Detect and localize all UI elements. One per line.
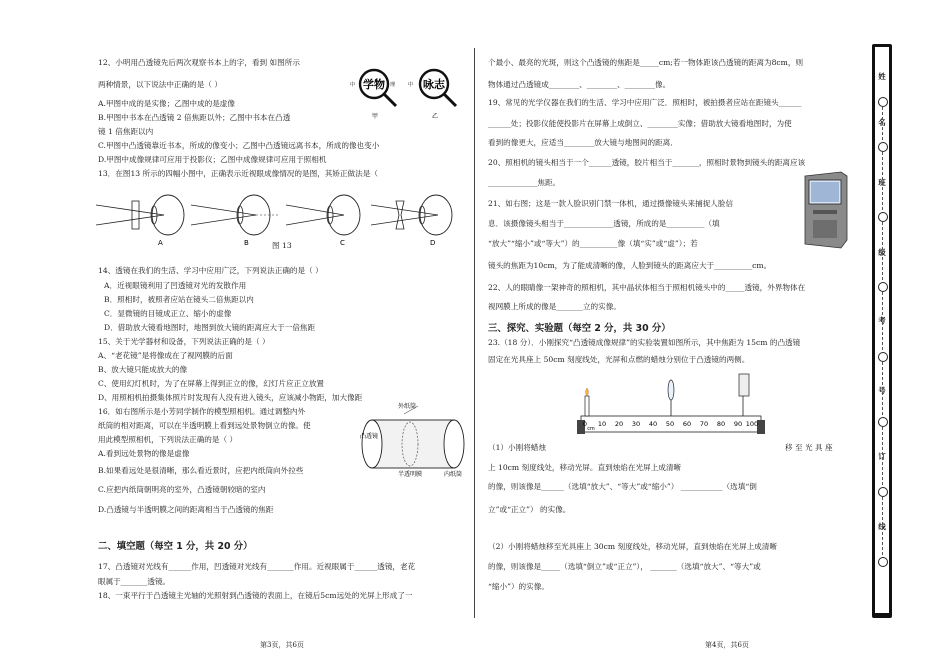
q23-p1-d: 的像，则该像是______（选填“放大”、“等大”或“缩小”） ___________（选填“倒 [488,482,757,491]
binding-margin-inner [875,47,889,613]
camera-label-lens: 凸透镜 [360,433,379,440]
magnifier-yi-label: 乙 [432,113,439,120]
right-page [475,0,875,658]
face-recognition-device-figure [795,170,851,250]
bench-tick-label: 50 [665,420,675,428]
binding-cut-line [882,222,883,280]
eye-diagram-a [96,195,184,247]
q16-line3: 用此模型照相机，下列说法正确的是（ ） [98,435,238,444]
magnifier-yi-mark-left: 中 [408,82,414,88]
q14-stem: 14、透镜在我们的生活、学习中应用广泛，下列说法正确的是（ ） [98,266,323,275]
q15-stem: 15、关于光学器材和设备，下列说法正确的是（ ） [98,337,270,346]
q15-option-d: D、用照相机拍摄集体照片时发现有人没有进入镜头，应该减小物距，加大像距 [98,393,363,402]
eye-label-c: C [340,239,345,247]
bench-tick-label: cm [587,426,595,432]
section2-heading: 二、填空题（每空 1 分，共 20 分） [98,541,253,552]
q14-option-d: D．借助放大镜看地图时，地图到放大镜的距离应大于一倍焦距 [104,323,316,332]
magnifier-yi [408,70,456,120]
q17-line2: 眼属于_______透镜。 [98,577,171,586]
binding-hole-icon [878,97,888,107]
magnifier-left-mark: 中 [350,82,356,88]
q16-line1: 16．如右图所示是小芳同学制作的模型照相机。通过调整内外 [98,407,306,416]
q18-line2: 个最小、最亮的光斑，则这个凸透镜的焦距是_____cm;若一物体距该凸透镜的距离为8cm，则 [488,58,804,67]
q20-line2: _____________焦距。 [488,178,561,187]
q21-line1: 21、如右图；这是一款人脸识别门禁一体机，通过摄像镜头来捕捉人脸信 [488,199,734,208]
binding-margin-label: 考 [878,316,886,325]
q16-option-b: B.如果看远处是很清晰，那么看近景时，应把内纸筒向外拉些 [98,466,304,475]
q13-line: 13．在图13 所示的四幅小图中，正确表示近视眼成像情况的是图，其矫正做法是（ [98,169,378,178]
bench-tick-label: 40 [648,420,658,428]
q12-line1: 12、小明用凸透镜先后两次观察书本上的字，看到 如图所示 [98,58,300,67]
binding-cut-line [882,362,883,415]
q16-line2: 纸筒的相对距离，可以在半透明膜上看到远处景物倒立的像。使 [98,421,311,430]
q15-option-b: B、放大镜只能成放大的像 [98,365,188,374]
q12-option-c: C.甲图中凸透镜靠近书本，所成的像变小；乙图中凸透镜远离书本，所成的像也变小 [98,141,380,150]
q16-option-a: A.看到远处景物的像是虚像 [98,449,190,458]
magnifier-jia [350,70,396,120]
page-footer-right: 第4页，共6页 [705,641,749,649]
q15-option-a: A、“老花镜”是将像成在了视网膜的后面 [98,351,233,360]
magnifier-yi-text: 咏志 [423,78,445,91]
q18-line1: 18、一束平行于凸透镜主光轴的光照射到凸透镜的表面上，在镜后5cm远处的光屏上形成了一 [98,591,413,600]
q23-p1-c: 上 10cm 刻度线处，移动光屏。直到烛焰在光屏上成清晰 [488,463,682,472]
bench-tick-label: 70 [699,420,709,428]
q14-option-a: A．近视眼镜利用了凹透镜对光的发散作用 [104,281,247,290]
q14-option-b: B．照相时，被照者应站在镜头二倍焦距以内 [104,295,254,304]
camera-label-outer: 外纸筒 [398,403,417,410]
binding-hole-icon [878,282,888,292]
magnifier-jia-text: 学物 [363,78,385,91]
q21-line2: 息．该摄像镜头相当于_____________透镜，所成的是__________（填 [488,219,720,228]
binding-margin-label: 线 [878,522,886,531]
q22-line2: 视网膜上所成的像是_______立的实像。 [488,302,621,311]
binding-hole-icon [878,417,888,427]
fig13-caption: 图 13 [272,241,292,250]
model-camera-figure [356,400,468,480]
magnifier-figure [350,66,470,120]
binding-margin-label: 订 [878,452,886,461]
binding-cut-line [882,497,883,555]
q23-p1-b: 移 至 光 具 座 [785,443,833,452]
binding-hole-icon [878,212,888,222]
bench-tick-label: 30 [631,420,641,428]
bench-tick-label: 80 [716,420,726,428]
bench-tick-label: 60 [682,420,692,428]
q22-line1: 22、人的眼睛像一架神奇的照相机，其中晶状体相当于照相机镜头中的_____透镜，外界物体在 [488,283,806,292]
binding-hole-icon [878,142,888,152]
q12-option-b2: 镜 1 倍焦距以内 [98,127,154,136]
camera-label-film: 半透明膜 [398,471,423,478]
binding-hole-icon [878,352,888,362]
q19-line2: ______处；投影仪能使投影片在屏幕上成倒立、________实像；借助放大镜看地图时，为使 [488,119,792,128]
eye-diagram-c [286,195,360,247]
q14-option-c: C．显微镜的目镜成正立、缩小的虚像 [104,309,232,318]
bench-tick-label: 90 [733,420,743,428]
q17-line1: 17、凸透镜对光线有______作用，凹透镜对光线有_______作用。近视眼属于______透镜，老花 [98,562,416,571]
eye-label-d: D [430,239,436,247]
binding-hole-icon [878,487,888,497]
binding-cut-line [882,292,883,350]
binding-cut-line [882,107,883,140]
binding-margin-label: 号 [878,386,886,395]
binding-margin-label: 姓 [878,72,886,81]
q15-option-c: C、使用幻灯机时，为了在屏幕上得到正立的像，幻灯片应正立放置 [98,379,325,388]
binding-cut-line [882,152,883,210]
q19-line3: 看到的像更大，应适当________放大镜与地图间的距离． [488,138,678,147]
q12-option-b1: B.甲图中书本在凸透镜 2 倍焦距以外；乙图中书本在凸透 [98,113,291,122]
binding-margin-label: 班 [878,178,886,187]
q16-option-d: D.凸透镜与半透明膜之间的距离相当于凸透镜的焦距 [98,505,274,514]
q12-line2: 两种情景，以下说法中正确的是（ ） [98,80,222,89]
binding-hole-icon [878,557,888,567]
q21-line4: 镜头的焦距为10cm，为了能成清晰的像，人脸到镜头的距离应大于__________cm。 [488,261,772,270]
binding-margin-label: 级 [878,248,886,257]
eye-diagram-b [191,195,278,247]
q21-line3: “放大”“缩小”或“等大”）的__________像（填“实”或“虚”）；若 [488,239,698,248]
q23-p2-b: 的像，则该像是_____（选填“倒立”或“正立”）， _______（选填“放大”、“等大”或 [488,562,761,571]
q23-p2-c: “缩小”）的实像。 [488,582,549,591]
q23-line1: 23.（18 分）．小刚探究“凸透镜成像规律”的实验装置如图所示，其中焦距为 15cm 的凸透镜 [488,338,801,347]
bench-tick-label: 100 [745,420,759,428]
q12-option-d: D.甲图中成像规律可应用于投影仪；乙图中成像规律可应用于照相机 [98,155,327,164]
eye-label-a: A [158,239,163,247]
camera-label-inner: 内纸筒 [444,471,463,478]
binding-margin-label: 名 [878,118,886,127]
bench-tick-label: 10 [597,420,607,428]
q16-option-c: C.应把内纸筒朝明亮的室外，凸透镜朝较暗的室内 [98,485,266,494]
eye-label-b: B [244,239,249,247]
q23-p1-a: （1）小刚将蜡烛 [488,443,546,452]
q23-p1-e: 立”或“正立”） 的实像。 [488,505,571,514]
bench-tick-label: 20 [614,420,624,428]
optical-bench-figure [571,370,781,440]
magnifier-jia-mark-right: 理 [390,82,396,88]
bench-tick-label: 0 [582,420,588,428]
binding-margin-strip [872,44,892,618]
page-footer-left: 第3页，共6页 [260,641,304,649]
q23-line2: 固定在光具座上 50cm 刻度线处，光屏和点燃的蜡烛分别位于凸透镜的两侧。 [488,355,750,364]
q18-line3: 物体通过凸透镜成________、________、________像。 [488,80,671,89]
eye-diagram-d [371,195,452,247]
q23-p2-a: （2）小刚将蜡烛移至光具座上 30cm 刻度线处，移动光屏，直到烛焰在光屏上成清晰 [488,542,777,551]
magnifier-jia-label: 甲 [372,113,379,120]
q12-option-a: A.甲图中成的是实像；乙图中成的是虚像 [98,99,235,108]
q19-line1: 19、常见的光学仪器在我们的生活、学习中应用广泛．照相时，被拍摄者应站在距镜头______ [488,98,802,107]
binding-cut-line [882,427,883,485]
q20-line1: 20、照相机的镜头相当于一个______透镜，胶片相当于_______，照相时景物到镜头的距离应该 [488,158,806,167]
section3-heading: 三、探究、实验题（每空 2 分，共 30 分） [488,323,671,334]
